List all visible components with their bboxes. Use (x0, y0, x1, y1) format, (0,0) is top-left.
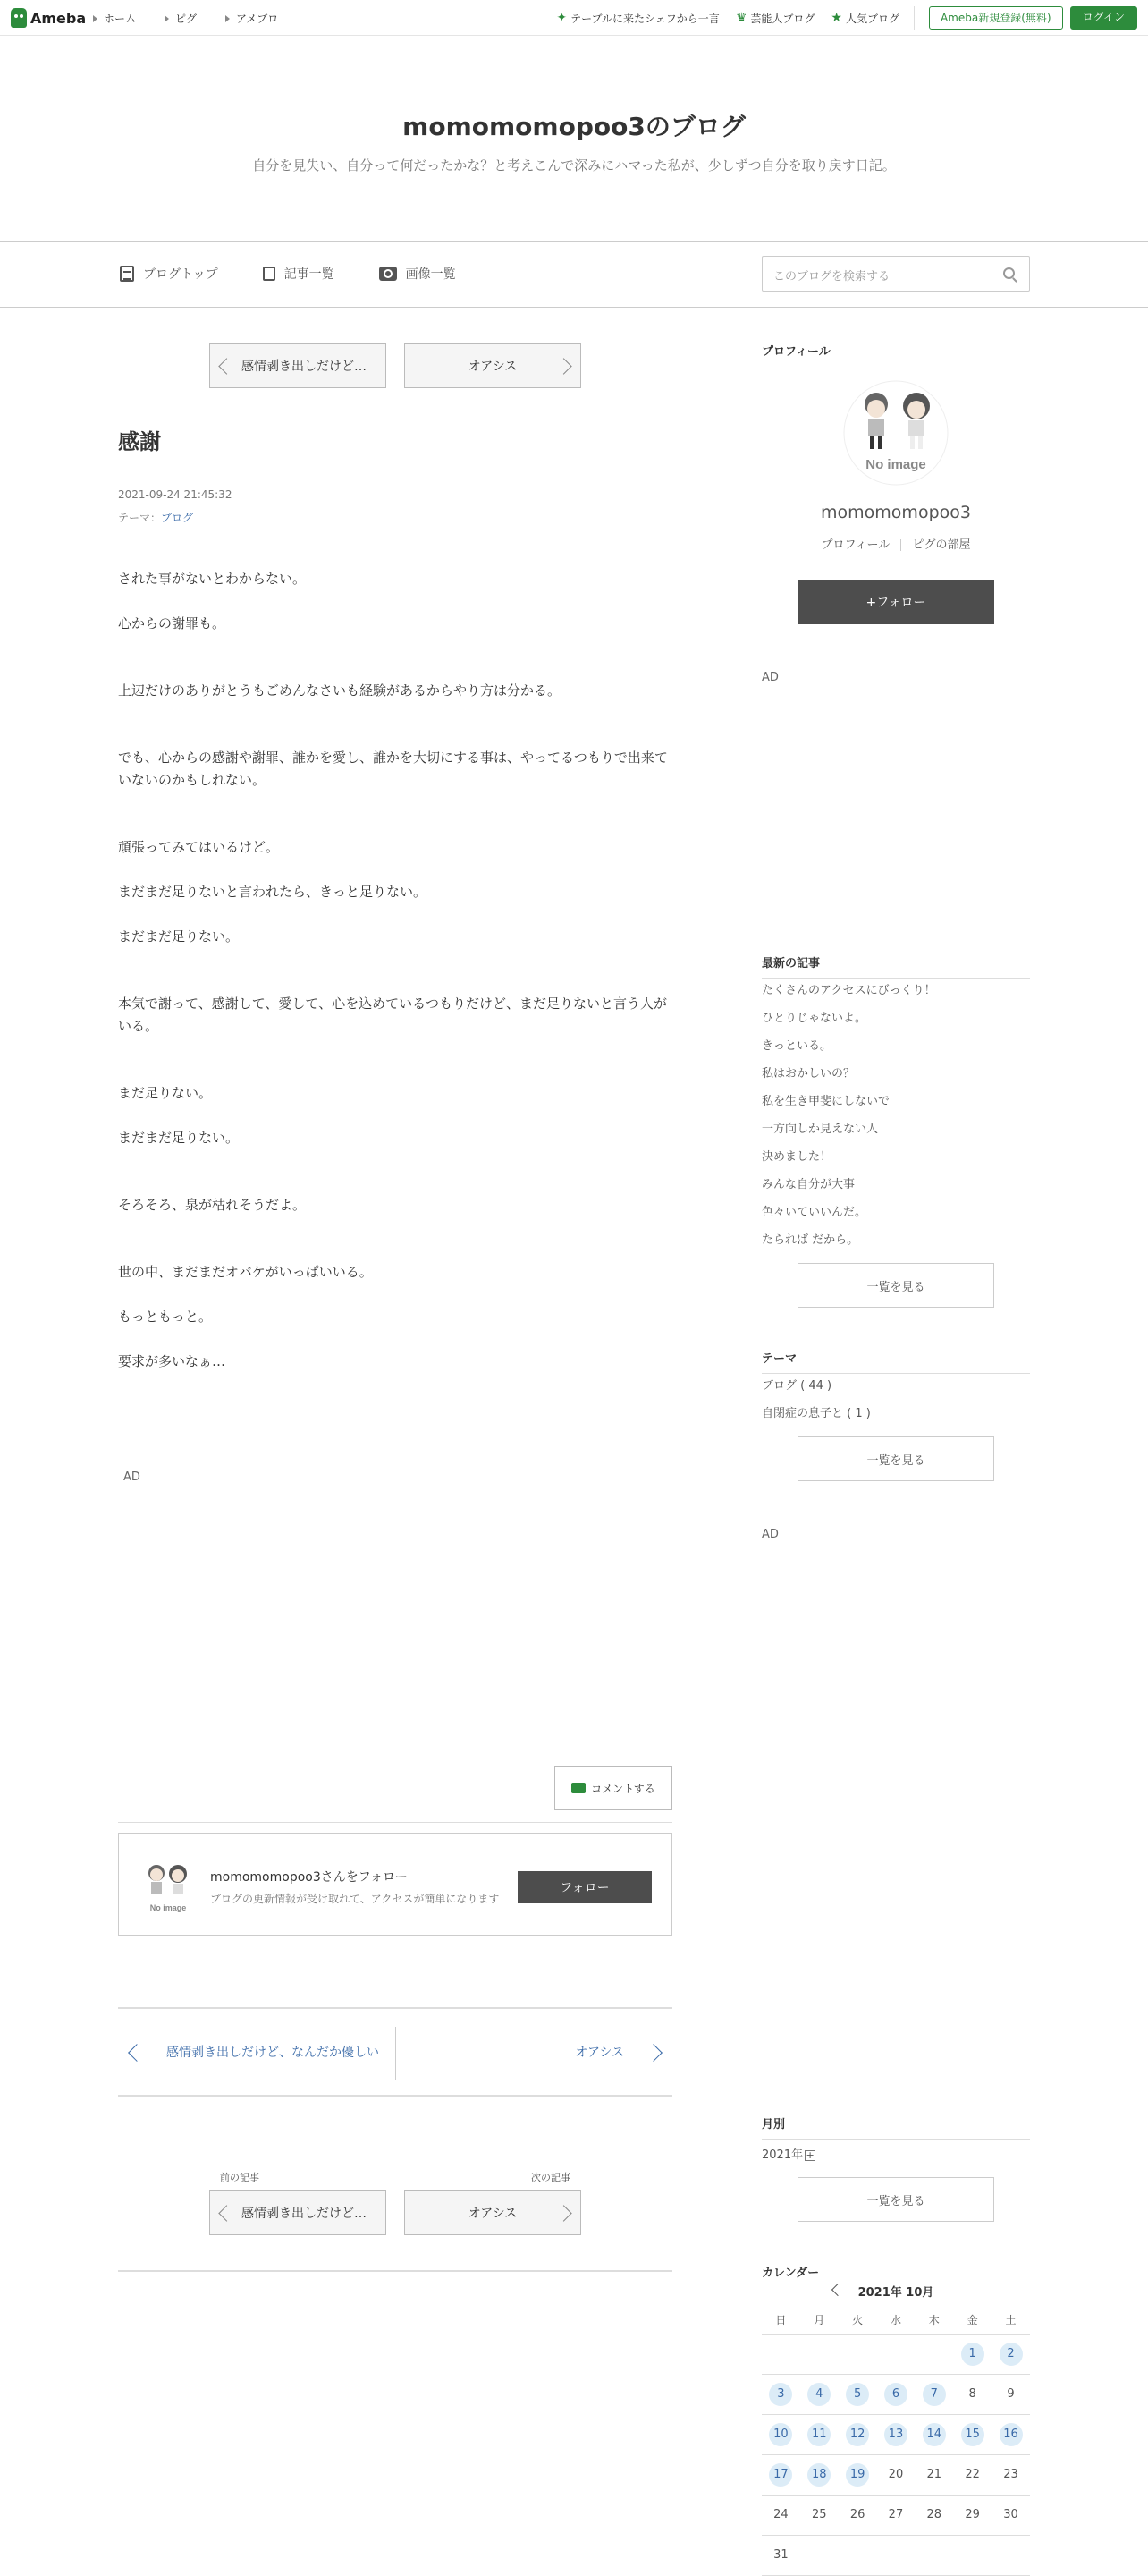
calendar-day (877, 2495, 916, 2535)
blog-header (0, 36, 1148, 242)
theme-see-all-button[interactable]: 一覧を見る (798, 1436, 994, 1481)
divider (395, 2027, 396, 2080)
calendar-day-number: 14 (923, 2423, 946, 2446)
recent-item[interactable]: 一方向しか見えない人 (762, 1123, 879, 1136)
calendar-day (877, 2535, 916, 2575)
paragraph: 上辺だけのありがとうもごめんなさいも経験があるからやり方は分かる。 (118, 682, 561, 699)
calendar-day-number: 17 (769, 2463, 792, 2487)
paragraph: 心からの謝罪も。 (118, 615, 226, 631)
ameba-mascot-icon (11, 8, 27, 28)
calendar-day (992, 2495, 1030, 2535)
calendar-day (915, 2495, 953, 2535)
star-icon: ★ (831, 11, 842, 25)
calendar-body (762, 2334, 1030, 2575)
calendar-day-number: 18 (807, 2463, 831, 2487)
prev-article-button[interactable]: 感情剥き出しだけど… (209, 2190, 386, 2235)
weekday-label: 水 (877, 2307, 916, 2334)
paragraph: もっともっと。 (118, 1309, 213, 1325)
global-nav (93, 11, 278, 26)
calendar-day[interactable] (953, 2334, 992, 2374)
calendar-day-number: 24 (773, 2507, 789, 2521)
monthly-see-all-button[interactable]: 一覧を見る (798, 2177, 994, 2222)
calendar-day-number: 23 (1003, 2467, 1018, 2481)
calendar-day-number: 28 (926, 2507, 942, 2521)
calendar-heading: カレンダー (762, 2267, 820, 2280)
recent-item[interactable]: 決めました！ (762, 1150, 832, 1164)
blog-nav (0, 242, 1148, 308)
calendar-day[interactable] (992, 2414, 1030, 2454)
calendar-day-number: 22 (965, 2467, 980, 2481)
svg-text:No image: No image (865, 457, 926, 472)
profile-links (762, 535, 1030, 552)
recent-item[interactable]: 私を生き甲斐にしないで (762, 1095, 891, 1108)
copy-icon (263, 267, 275, 281)
calendar-day (915, 2535, 953, 2575)
calendar-day-number: 6 (884, 2383, 907, 2406)
recent-item[interactable]: たくさんのアクセスにびっくり！ (762, 984, 936, 997)
paragraph: 世の中、まだまだオバケがいっぱいいる。 (118, 1264, 373, 1280)
calendar-day[interactable] (992, 2334, 1030, 2374)
paragraph: まだ足りない。 (118, 1085, 213, 1101)
theme-item[interactable]: ブログ ( 44 ) (762, 1379, 832, 1393)
calendar-day[interactable] (877, 2414, 916, 2454)
calendar-day-number: 26 (849, 2507, 865, 2521)
prev-article-link[interactable]: 感情剥き出しだけど、なんだか優しい (166, 2046, 379, 2060)
prev-article-button[interactable]: 感情剥き出しだけど… (209, 343, 386, 388)
divider (118, 2270, 672, 2272)
sidebar-follow-button[interactable]: +フォロー (798, 580, 994, 624)
chef-link[interactable]: ✦ テーブルに来たシェフから一言 (556, 11, 720, 25)
paragraph: そろそろ、泉が枯れそうだよ。 (118, 1197, 307, 1213)
weekday-label: 月 (800, 2307, 839, 2334)
article-date: 2021-09-24 21:45:32 (118, 488, 232, 501)
calendar-day-number: 16 (1000, 2423, 1023, 2446)
calendar-day (839, 2535, 877, 2575)
ad-label: AD (762, 671, 779, 684)
recent-see-all-button[interactable]: 一覧を見る (798, 1263, 994, 1308)
blog-title[interactable]: momomomopoo3のブログ (402, 112, 746, 141)
nav-pig[interactable]: ピグ (165, 11, 197, 26)
divider (118, 1822, 672, 1823)
calendar-day (877, 2334, 916, 2374)
follow-title: momomomopoo3さんをフォロー (210, 1870, 409, 1885)
calendar-day-number: 30 (1003, 2507, 1018, 2521)
calendar-day-number: 9 (1007, 2386, 1015, 2401)
paragraph: まだまだ足りない。 (118, 928, 240, 945)
calendar-day (762, 2334, 800, 2374)
theme-heading: テーマ (762, 1349, 1030, 1374)
paragraph: 要求が多いなぁ… (118, 1353, 226, 1369)
paragraph: まだまだ足りない。 (118, 1130, 240, 1146)
recent-item[interactable]: 私はおかしいの？ (762, 1067, 856, 1080)
svg-text:No image: No image (149, 1903, 187, 1912)
pig-room-link[interactable]: ピグの部屋 (912, 538, 971, 552)
calendar-day-number: 2 (1000, 2343, 1023, 2366)
calendar-day-number: 13 (884, 2423, 907, 2446)
article-theme: テーマ：ブログ (118, 512, 194, 524)
follow-box (118, 1833, 672, 1936)
calendar-day (800, 2535, 839, 2575)
recent-item[interactable]: 色々いていいんだ。 (762, 1206, 867, 1219)
search-icon[interactable] (1003, 267, 1015, 279)
calendar-day (839, 2495, 877, 2535)
calendar-day (762, 2495, 800, 2535)
calendar-day-number: 25 (811, 2507, 827, 2521)
profile-link[interactable]: プロフィール (821, 538, 891, 552)
calendar-day[interactable] (800, 2454, 839, 2495)
register-button[interactable]: Ameba新規登録(無料) (929, 6, 1063, 30)
calendar-day-number: 15 (961, 2423, 984, 2446)
weekday-label: 木 (915, 2307, 953, 2334)
chevron-right-icon (645, 2044, 663, 2062)
recent-item[interactable]: みんな自分が大事 (762, 1178, 856, 1191)
weekday-label: 火 (839, 2307, 877, 2334)
calendar-day (800, 2334, 839, 2374)
calendar-day (953, 2454, 992, 2495)
calendar-day-number: 19 (846, 2463, 869, 2487)
paragraph: 頑張ってみてはいるけど。 (118, 839, 280, 855)
follow-description: ブログの更新情報が受け取れて、アクセスが簡単になります (210, 1893, 500, 1905)
ameba-logo[interactable] (11, 8, 86, 28)
profile-avatar[interactable] (842, 379, 950, 487)
popular-blog-link[interactable]: ★ 人気ブログ (831, 11, 899, 25)
calendar-grid (762, 2307, 1030, 2576)
next-article-button[interactable]: オアシス (404, 343, 581, 388)
expand-plus-icon[interactable]: + (806, 2148, 815, 2161)
document-icon (120, 266, 134, 282)
theme-link[interactable]: ブログ (161, 512, 194, 524)
crown-icon: ♛ (735, 11, 747, 25)
nav-image-list[interactable]: 画像一覧 (379, 265, 456, 283)
global-header-right (540, 6, 1137, 30)
calendar-day-number: 7 (923, 2383, 946, 2406)
nav-home[interactable]: ホーム (93, 11, 136, 26)
calendar-day-number: 10 (769, 2423, 792, 2446)
calendar-day[interactable] (839, 2374, 877, 2414)
prev-label: 前の記事 (220, 2172, 259, 2183)
paragraph: でも、心からの感謝や謝罪、誰かを愛し、誰かを大切にする事は、やってるつもりで出来ていないのかもしれない。 (118, 750, 668, 788)
paragraph: 本気で謝って、感謝して、愛して、心を込めているつもりだけど、まだ足りないと言う人がいる。 (118, 996, 667, 1034)
top-pager (118, 343, 672, 388)
divider (914, 6, 915, 30)
camera-icon (379, 267, 397, 281)
main-column (118, 308, 672, 1395)
calendar-month: 2021年 10月 (762, 2283, 1030, 2300)
calendar-day[interactable] (877, 2374, 916, 2414)
sparkle-icon: ✦ (556, 11, 568, 25)
calendar-day-number: 12 (846, 2423, 869, 2446)
calendar-day[interactable] (839, 2454, 877, 2495)
logo-text: Ameba (30, 9, 87, 27)
calendar-day-number: 29 (965, 2507, 980, 2521)
calendar-day-number: 20 (888, 2467, 904, 2481)
nav-blog-top[interactable]: ブログトップ (120, 265, 218, 283)
calendar-day (915, 2334, 953, 2374)
divider (900, 539, 901, 551)
comment-button[interactable]: コメントする (554, 1766, 672, 1810)
monthly-year[interactable]: 2021年 + (762, 2148, 815, 2162)
weekday-label: 日 (762, 2307, 800, 2334)
calendar-day (953, 2495, 992, 2535)
ad-label: AD (762, 1528, 779, 1541)
paragraph: された事がないとわからない。 (118, 571, 307, 587)
calendar-day[interactable] (953, 2414, 992, 2454)
next-article-link[interactable]: オアシス (575, 2046, 624, 2060)
calendar-day[interactable] (915, 2374, 953, 2414)
recent-item[interactable]: きっといる。 (762, 1039, 832, 1053)
chevron-left-icon (128, 2044, 146, 2062)
calendar-day (877, 2454, 916, 2495)
calendar-day (915, 2454, 953, 2495)
next-article-button[interactable]: オアシス (404, 2190, 581, 2235)
calendar-weekdays (762, 2307, 1030, 2334)
bottom-article-nav (118, 2007, 672, 2097)
ad-label: AD (123, 1470, 140, 1484)
paragraph: まだまだ足りないと言われたら、きっと足りない。 (118, 884, 427, 900)
calendar-day-number: 3 (769, 2383, 792, 2406)
calendar-day (992, 2374, 1030, 2414)
theme-item[interactable]: 自閉症の息子と ( 1 ) (762, 1407, 871, 1420)
calendar-day-number: 11 (807, 2423, 831, 2446)
recent-heading: 最新の記事 (762, 953, 1030, 979)
theme-list (762, 1372, 1030, 1428)
article-title[interactable]: 感謝 (118, 424, 672, 470)
profile-name[interactable]: momomomopoo3 (821, 503, 971, 522)
calendar-day-number: 4 (807, 2383, 831, 2406)
comment-area (118, 1766, 672, 1810)
calendar-day[interactable] (762, 2454, 800, 2495)
calendar (762, 2283, 1030, 2576)
next-label: 次の記事 (531, 2172, 570, 2183)
no-image-avatar (140, 1859, 196, 1914)
calendar-day (800, 2495, 839, 2535)
profile-heading: プロフィール (762, 345, 831, 359)
calendar-day-number: 5 (846, 2383, 869, 2406)
blog-search-input[interactable]: このブログを検索する (762, 256, 1030, 292)
follow-button[interactable]: フォロー (518, 1871, 652, 1903)
calendar-day-number: 31 (773, 2547, 789, 2562)
global-header (0, 0, 1148, 36)
calendar-day-number: 1 (961, 2343, 984, 2366)
bottom-pager (118, 2190, 672, 2235)
calendar-day (953, 2374, 992, 2414)
calendar-day[interactable] (839, 2414, 877, 2454)
calendar-day (992, 2454, 1030, 2495)
calendar-day (953, 2535, 992, 2575)
weekday-label: 土 (992, 2307, 1030, 2334)
calendar-day-number: 27 (888, 2507, 904, 2521)
celeb-blog-link[interactable]: ♛ 芸能人ブログ (735, 11, 815, 25)
article-body (118, 568, 672, 1373)
calendar-day[interactable] (762, 2414, 800, 2454)
calendar-day[interactable] (800, 2414, 839, 2454)
calendar-day[interactable] (800, 2374, 839, 2414)
recent-list (762, 977, 1030, 1254)
recent-item[interactable]: ひとりじゃないよ。 (762, 1012, 867, 1025)
monthly-heading: 月別 (762, 2114, 1030, 2140)
calendar-day[interactable] (762, 2374, 800, 2414)
calendar-day-number: 21 (926, 2467, 942, 2481)
calendar-day (762, 2535, 800, 2575)
recent-item[interactable]: たられば だから。 (762, 1233, 859, 1247)
weekday-label: 金 (953, 2307, 992, 2334)
calendar-day (839, 2334, 877, 2374)
calendar-day (992, 2535, 1030, 2575)
comment-icon (571, 1783, 586, 1793)
login-button[interactable]: ログイン (1070, 6, 1137, 30)
blog-description: 自分を見失い、自分って何だったかな？と考えこんで深みにハマった私が、少しずつ自分を取り戻す日記。 (252, 157, 896, 174)
calendar-day[interactable] (915, 2414, 953, 2454)
nav-entry-list[interactable]: 記事一覧 (263, 265, 334, 283)
calendar-day-number: 8 (968, 2386, 976, 2401)
nav-ameblo[interactable]: アメブロ (225, 11, 278, 26)
